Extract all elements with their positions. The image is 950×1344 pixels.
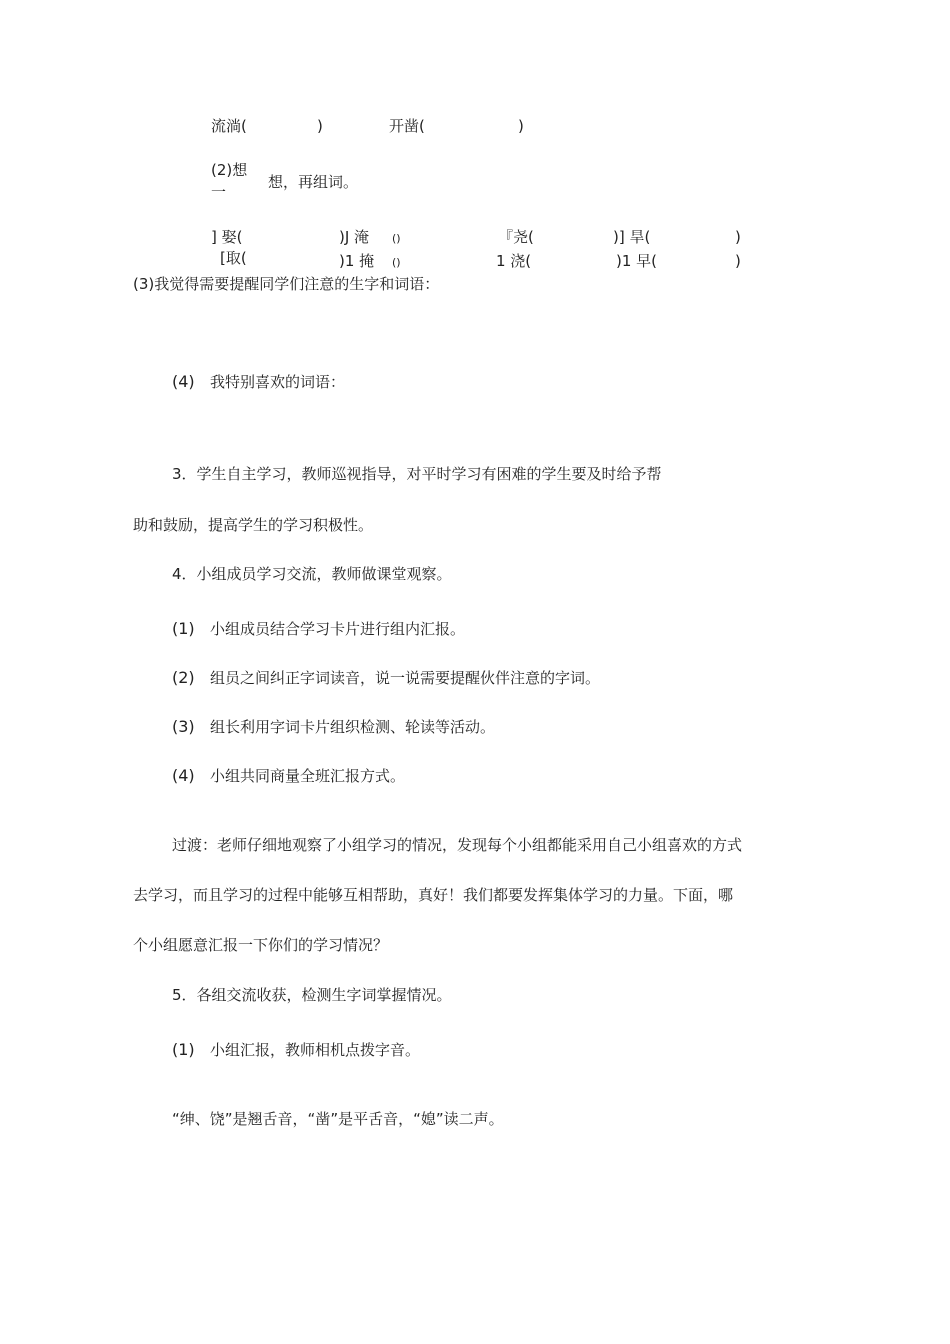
grid-r2c3: (): [392, 256, 401, 269]
grid-r2c1: [取(: [220, 249, 247, 267]
s5-item1-number: (1): [172, 1040, 195, 1059]
q4-text: 我特别喜欢的词语：: [210, 373, 346, 391]
word-liutang: 流淌(: [211, 117, 247, 135]
q4-number: (4): [172, 372, 195, 391]
section-4-heading: 4．小组成员学习交流，教师做课堂观察。: [172, 565, 452, 583]
q2-dash: 一: [211, 183, 227, 201]
q2-prefix: (2)想: [211, 161, 248, 179]
section-3-line1: 3．学生自主学习，教师巡视指导，对平时学习有困难的学生要及时给予帮: [172, 465, 662, 483]
s4-item4-number: (4): [172, 766, 195, 785]
s5-item1-text: 小组汇报，教师相机点拨字音。: [210, 1041, 421, 1059]
section-3-line2: 助和鼓励，提高学生的学习积极性。: [133, 516, 374, 534]
grid-r1c6: ): [735, 228, 741, 246]
grid-r1c4: 『尧(: [498, 228, 534, 246]
paren-close-2: ): [518, 117, 524, 135]
s4-item2-text: 组员之间纠正字词读音，说一说需要提醒伙伴注意的字词。: [210, 669, 601, 687]
s4-item4-text: 小组共同商量全班汇报方式。: [210, 767, 406, 785]
paren-close-1: ): [317, 117, 323, 135]
s4-item1-text: 小组成员结合学习卡片进行组内汇报。: [210, 620, 466, 638]
grid-r2c5: )1 早(: [616, 252, 658, 270]
grid-r1c1: ] 娶(: [211, 228, 243, 246]
grid-r1c2: )J 淹: [339, 228, 370, 246]
s4-item2-number: (2): [172, 668, 195, 687]
transition-line2: 去学习，而且学习的过程中能够互相帮助，真好！我们都要发挥集体学习的力量。下面，哪: [133, 886, 734, 904]
transition-line1: 过渡：老师仔细地观察了小组学习的情况，发现每个小组都能采用自己小组喜欢的方式: [172, 836, 743, 854]
grid-r1c3: (): [392, 232, 401, 245]
grid-r2c4: 1 浇(: [496, 252, 532, 270]
q2-instruction: 想，再组词。: [268, 173, 359, 191]
s4-item1-number: (1): [172, 619, 195, 638]
transition-line3: 个小组愿意汇报一下你们的学习情况？: [133, 936, 389, 954]
grid-r2c2: )1 掩: [339, 252, 375, 270]
grid-r1c5: )] 旱(: [613, 228, 651, 246]
pronunciation-note: “绅、饶”是翘舌音，“凿”是平舌音，“媳”读二声。: [172, 1110, 504, 1128]
s4-item3-text: 组长利用字词卡片组织检测、轮读等活动。: [210, 718, 496, 736]
section-5-heading: 5．各组交流收获，检测生字词掌握情况。: [172, 986, 452, 1004]
grid-r2c6: ): [735, 252, 741, 270]
word-kaizao: 开凿(: [389, 117, 425, 135]
s4-item3-number: (3): [172, 717, 195, 736]
q3-text: (3)我觉得需要提醒同学们注意的生字和词语：: [133, 275, 440, 293]
